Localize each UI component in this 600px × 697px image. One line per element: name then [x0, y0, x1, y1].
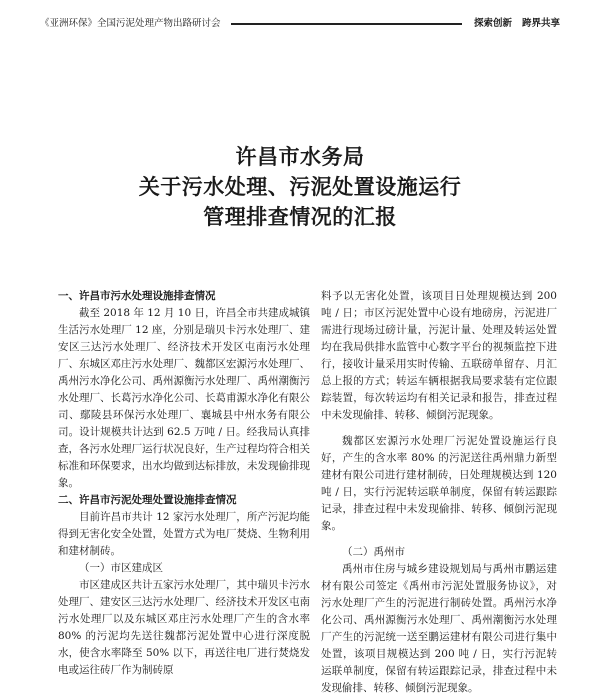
- page-header: [40, 16, 560, 32]
- header-slogan-1: 探索创新: [473, 18, 512, 29]
- header-publication: 《亚洲环保》全国污泥处理产物出路研讨会: [40, 18, 221, 29]
- header-slogan-2: 跨界共享: [521, 18, 560, 29]
- right-column: [321, 288, 557, 697]
- title-line-1: 许昌市水务局: [235, 144, 365, 169]
- paragraph: 市区建成区共计五家污水处理厂，其中瑞贝卡污水处理厂、建安区三达污水处理厂、经济技术开发区屯南污水处理厂以及东城区邓庄污水处理厂产生的含水率 80% 的污泥均先送往魏都污泥处置中心进行深度脱水，使含水率降至 50% 以下，再送往电厂进行焚烧发电或运往砖厂作为制砖原: [58, 579, 310, 676]
- title-line-2: 关于污水处理、污泥处置设施运行: [138, 174, 462, 199]
- subsection-heading: （一）市区建成区: [79, 562, 163, 574]
- header-slogan: [474, 16, 560, 32]
- section-heading-1: 一、许昌市污水处理设施排查情况: [58, 290, 216, 302]
- paragraph: 禹州市住房与城乡建设规划局与禹州市鹏运建材有限公司签定《禹州市污泥处置服务协议》，对污水处理厂产生的污泥进行制砖处置。禹州污水净化公司、禹州源衡污水处理厂、禹州潮衡污水处理厂产生的污泥统一送至鹏运建材有限公司进行集中处置，该项目规模达到 200 吨 / 日，实行污泥转运联单制度，保留有转运跟踪记录，排查过程中未发现偷排、转移、倾倒污泥现象。: [321, 563, 557, 694]
- paragraph: 截至 2018 年 12 月 10 日，许昌全市共建成城镇生活污水处理厂 12 座，分别是瑞贝卡污水处理厂、建安区三达污水处理厂、经济技术开发区屯南污水处理厂、东城区邓庄污水处理厂、魏都区宏源污水处理厂、禹州污水净化公司、禹州源衡污水处理厂、禹州潮衡污水处理厂、长葛污水净化公司、长葛甫源水净化有限公司、鄢陵县环保污水处理厂、襄城县中州水务有限公司。设计规模共计达到 62.5 万吨 / 日。经我局认真排查，各污水处理厂运行状况良好，生产过程均符合相关标准和环保要求，出水均做到达标排放，未发现偷排现象。: [58, 307, 310, 489]
- paragraph: 目前许昌市共计 12 家污水处理厂，所产污泥均能得到无害化安全处置，处置方式为电厂焚烧、生物利用和建材制砖。: [58, 511, 310, 557]
- subsection-heading: （二）禹州市: [342, 546, 405, 558]
- left-column: [58, 288, 310, 679]
- paragraph: 魏都区宏源污水处理厂污泥处置设施运行良好，产生的含水率 80% 的污泥送往禹州鼎力新型建材有限公司进行建材制砖，日处理规模达到 120 吨 / 日，实行污泥转运联单制度，保留有转运跟踪记录，排查过程中未发现偷排、转移、倾倒污泥现象。: [321, 435, 557, 532]
- section-heading-2: 二、许昌市污泥处理处置设施排查情况: [58, 494, 237, 506]
- header-rule: [231, 23, 462, 25]
- paragraph-continued: 料予以无害化处置，该项目日处理规模达到 200 吨 / 日；市区污泥处置中心设有地磅房，污泥进厂需进行现场过磅计量，污泥计量、处理及转运处置均在我局供排水监管中心数字平台的视频监控下进行，接收计量采用实时传输、五联磅单留存、月汇总上报的方式；转运车辆根据我局要求装有定位跟踪装置，每次转运均有相关记录和报告，排查过程中未发现偷排、转移、倾倒污泥现象。: [321, 290, 557, 421]
- document-title: [0, 142, 600, 232]
- title-line-3: 管理排查情况的汇报: [203, 204, 397, 229]
